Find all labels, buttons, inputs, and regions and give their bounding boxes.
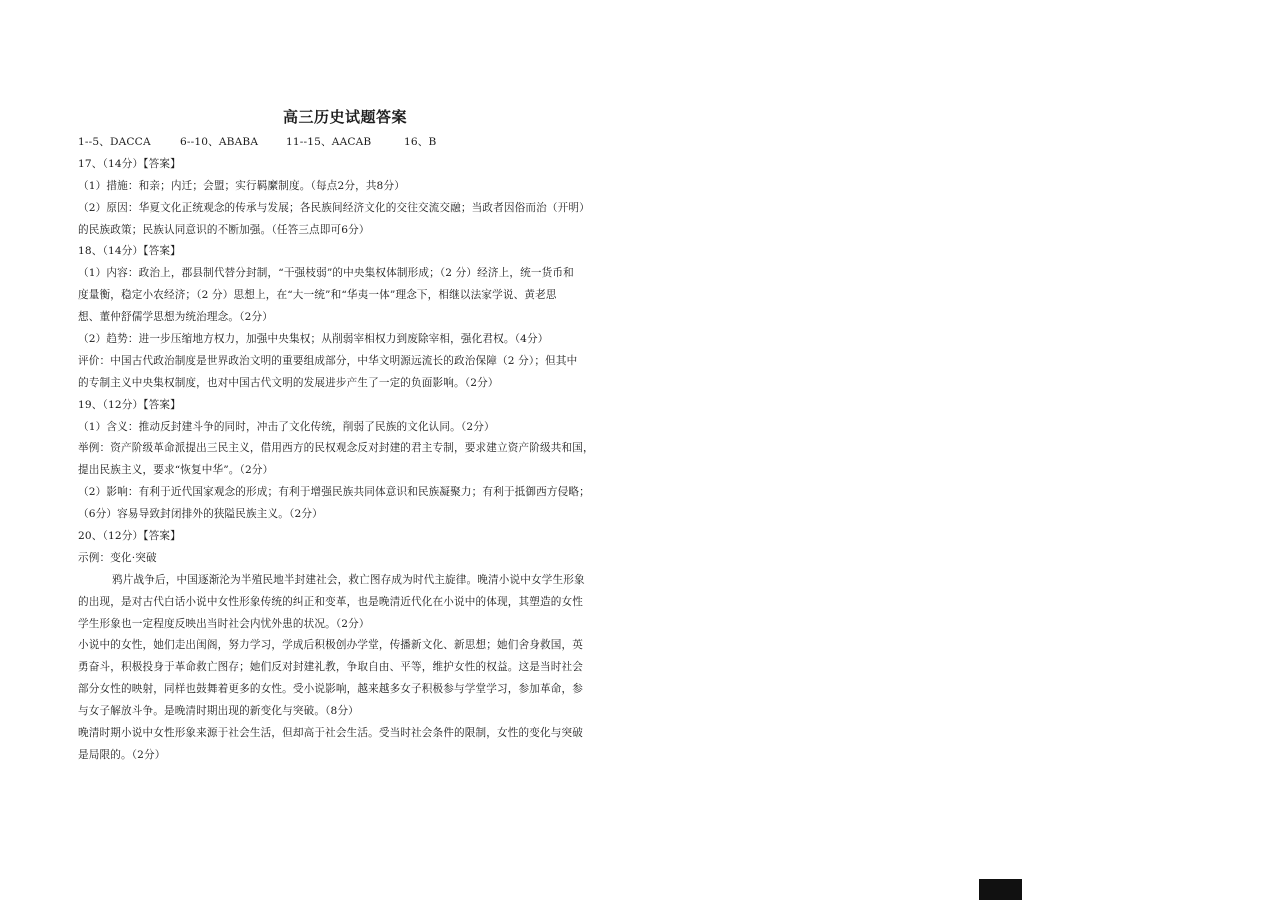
q20-paragraph2-line1: 小说中的女性，她们走出闺阁，努力学习，学成后积极创办学堂，传播新文化、新思想；她们舍身救国，英: [78, 639, 583, 652]
answer-content: [78, 132, 618, 767]
q18-part1-line1: （1）内容：政治上，郡县制代替分封制，“干强枝弱”的中央集权体制形成；（2 分）经济上，统一货币和: [78, 267, 574, 280]
q20-paragraph2-line2: 勇奋斗，积极投身于革命救亡图存；她们反对封建礼教，争取自由、平等，维护女性的权益。这是当时社会: [78, 661, 583, 674]
q20-paragraph2-line3: 部分女性的映射，同样也鼓舞着更多的女性。受小说影响，越来越多女子积极参与学堂学习，参加革命，参: [78, 683, 583, 696]
q20-example-label: 示例：变化·突破: [78, 551, 157, 564]
mc-answer-1-5: 1--5、DACCA: [78, 136, 151, 148]
q19-part2-line1: （2）影响：有利于近代国家观念的形成；有利于增强民族共同体意识和民族凝聚力；有利于抵御西方侵略；: [78, 486, 590, 499]
q19-heading: 19、（12分）【答案】: [78, 398, 181, 411]
q17-part2-line2: 的民族政策；民族认同意识的不断加强。（任答三点即可6分）: [78, 223, 370, 236]
mc-answer-11-15: 11--15、AACAB: [286, 136, 372, 148]
page-title: 高三历史试题答案: [282, 108, 407, 126]
multiple-choice-answers: [78, 132, 618, 154]
q18-part1-line2: 度量衡，稳定小农经济；（2 分）思想上，在“大一统”和“华夷一体”理念下，相继以法家学说、黄老思: [78, 289, 557, 302]
black-redaction-block: [979, 879, 1022, 900]
q19-part1-meaning: （1）含义：推动反封建斗争的同时，冲击了文化传统，削弱了民族的文化认同。（2分）: [78, 420, 495, 433]
mc-answer-6-10: 6--10、ABABA: [180, 136, 259, 148]
q20-paragraph3-line1: 晚清时期小说中女性形象来源于社会生活，但却高于社会生活。受当时社会条件的限制，女性的变化与突破: [78, 727, 583, 740]
q17-part1: （1）措施：和亲；内迁；会盟；实行羁縻制度。（每点2分，共8分）: [78, 179, 405, 192]
q17-heading: 17、（14分）【答案】: [78, 157, 181, 170]
q18-evaluation-line2: 的专制主义中央集权制度，也对中国古代文明的发展进步产生了一定的负面影响。（2分）: [78, 376, 499, 389]
q19-example-line2: 提出民族主义，要求“恢复中华”。（2分）: [78, 464, 274, 477]
q20-paragraph2-line4: 与女子解放斗争。是晚清时期出现的新变化与突破。（8分）: [78, 705, 359, 718]
q18-part1-line3: 想、董仲舒儒学思想为统治理念。（2分）: [78, 311, 273, 324]
q18-heading: 18、（14分）【答案】: [78, 245, 181, 258]
q19-example-line1: 举例：资产阶级革命派提出三民主义，借用西方的民权观念反对封建的君主专制，要求建立资产阶级共和国，: [78, 442, 594, 455]
q20-paragraph1-line3: 学生形象也一定程度反映出当时社会内忧外患的状况。（2分）: [78, 617, 370, 630]
q20-paragraph3-line2: 是局限的。（2分）: [78, 748, 166, 761]
q20-paragraph1-line2: 的出现，是对古代白话小说中女性形象传统的纠正和变革，也是晚清近代化在小说中的体现，其塑造的女性: [78, 595, 583, 608]
q20-heading: 20、（12分）【答案】: [78, 530, 181, 543]
q18-part2-trend: （2）趋势：进一步压缩地方权力，加强中央集权；从削弱宰相权力到废除宰相，强化君权。（4分）: [78, 333, 549, 346]
q17-part2-line1: （2）原因：华夏文化正统观念的传承与发展；各民族间经济文化的交往交流交融；当政者因俗而治（开明）: [78, 201, 590, 214]
q20-paragraph1-line1: 鸦片战争后，中国逐渐沦为半殖民地半封建社会，救亡图存成为时代主旋律。晚清小说中女学生形象: [112, 573, 585, 586]
mc-answer-16: 16、B: [404, 136, 437, 148]
q19-part2-line2: （6分）容易导致封闭排外的狭隘民族主义。（2分）: [78, 508, 323, 521]
q18-evaluation-line1: 评价：中国古代政治制度是世界政治文明的重要组成部分，中华文明源远流长的政治保障（2 分）；但其中: [78, 354, 578, 367]
